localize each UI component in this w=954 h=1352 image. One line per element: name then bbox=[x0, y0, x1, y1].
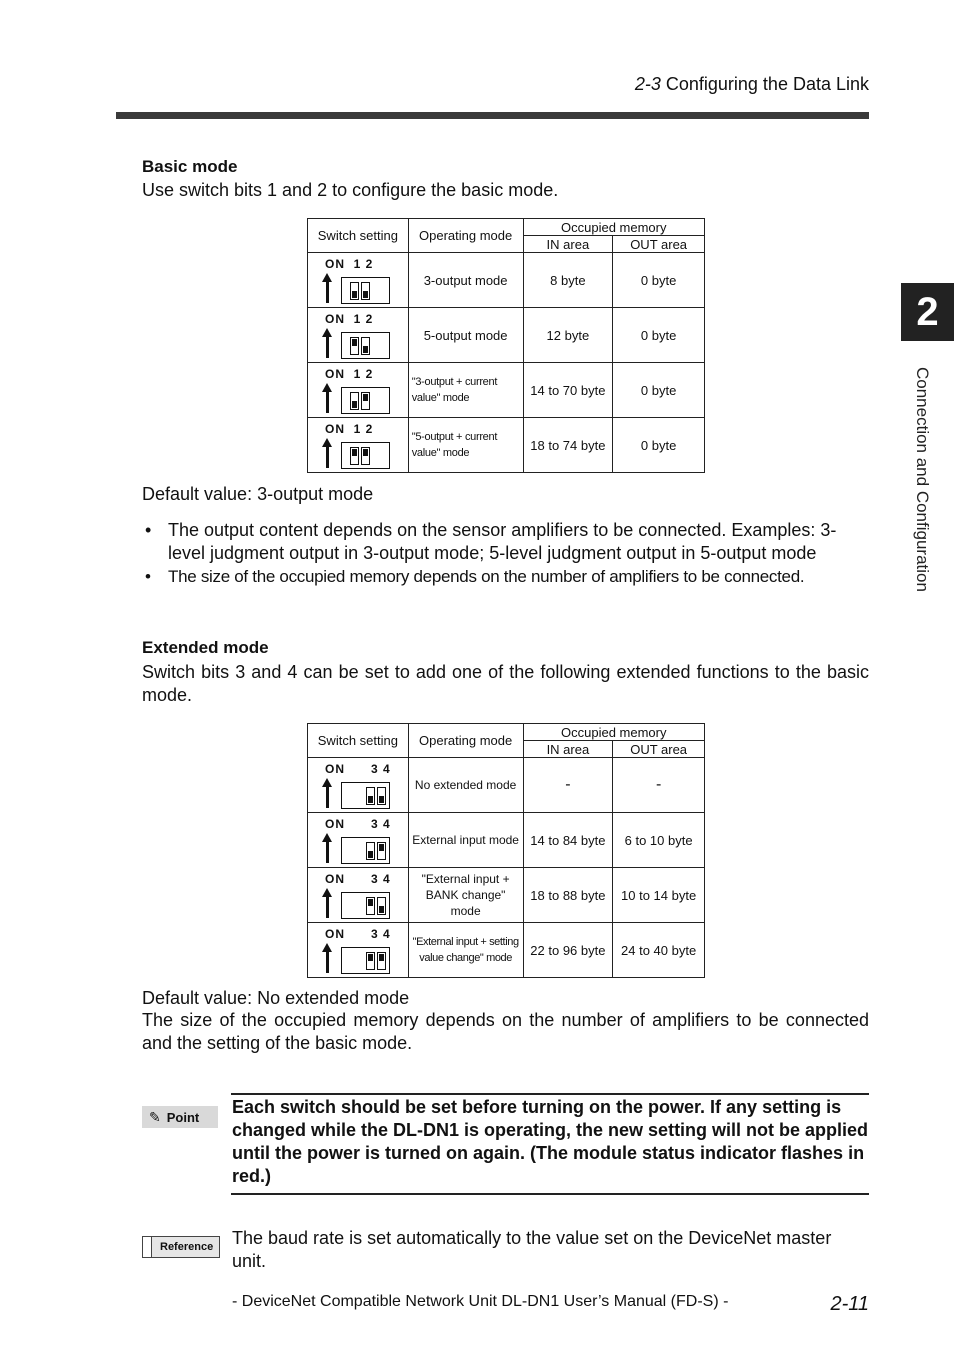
on-arrow-icon bbox=[326, 336, 329, 358]
reference-icon bbox=[143, 1237, 152, 1257]
switch-setting-cell bbox=[308, 418, 409, 473]
out-area-cell: 24 to 40 byte bbox=[613, 923, 705, 978]
table-row bbox=[308, 363, 705, 418]
in-area-cell: - bbox=[523, 758, 613, 813]
dip-lever bbox=[361, 392, 370, 410]
section-number: 2-3 bbox=[634, 74, 661, 94]
dip-lever bbox=[361, 282, 370, 300]
extended-mode-heading: Extended mode bbox=[142, 638, 269, 657]
col-header-mode: Operating mode bbox=[408, 724, 523, 758]
col-header-in: IN area bbox=[523, 236, 613, 253]
table-row bbox=[308, 923, 705, 978]
extended-mode-intro: Switch bits 3 and 4 can be set to add one of the following extended functions to the basic mode. bbox=[142, 662, 869, 705]
operating-mode-cell: 5-output mode bbox=[408, 308, 523, 363]
basic-mode-intro: Use switch bits 1 and 2 to configure the basic mode. bbox=[142, 180, 559, 200]
dip-lever bbox=[350, 282, 359, 300]
switch-setting-cell bbox=[308, 923, 409, 978]
col-header-occupied: Occupied memory bbox=[523, 724, 704, 741]
basic-default-value: Default value: 3-output mode bbox=[142, 484, 374, 504]
footer-manual-title: - DeviceNet Compatible Network Unit DL-DN1 User’s Manual (FD-S) - bbox=[232, 1293, 729, 1310]
dip-lever bbox=[350, 337, 359, 355]
on-arrow-icon bbox=[326, 951, 329, 973]
reference-text: The baud rate is set automatically to the value set on the DeviceNet master unit. bbox=[232, 1228, 832, 1271]
basic-table-body bbox=[308, 253, 705, 473]
dip-lever bbox=[377, 897, 386, 915]
header-rule bbox=[116, 112, 869, 119]
bullet-item: • The size of the occupied memory depends on the number of amplifiers to be connected. bbox=[142, 565, 869, 588]
extended-note: The size of the occupied memory depends on the number of amplifiers to be connected and the setting of the basic mode. bbox=[142, 1010, 869, 1053]
running-header bbox=[635, 74, 869, 95]
extended-table-body bbox=[308, 758, 705, 978]
basic-mode-heading: Basic mode bbox=[142, 157, 238, 176]
switch-label: ON 1 2 bbox=[325, 257, 374, 271]
out-area-cell: 0 byte bbox=[613, 363, 705, 418]
bullet-item: • The output content depends on the sensor amplifiers to be connected. Examples: 3-level judgment output in 3-output mode; 5-level judgment output in 5-output mode bbox=[142, 519, 869, 565]
on-arrow-icon bbox=[326, 786, 329, 808]
dip-lever bbox=[361, 337, 370, 355]
out-area-cell: 0 byte bbox=[613, 418, 705, 473]
switch-label: ON 1 2 bbox=[325, 422, 374, 436]
col-header-switch: Switch setting bbox=[308, 219, 409, 253]
chapter-title-vertical: Connection and Configuration bbox=[913, 367, 932, 592]
switch-label: ON 3 4 bbox=[325, 762, 391, 776]
table-row bbox=[308, 253, 705, 308]
col-header-mode: Operating mode bbox=[408, 219, 523, 253]
dip-switch-icon bbox=[341, 387, 390, 414]
table-row bbox=[308, 758, 705, 813]
out-area-cell: 10 to 14 byte bbox=[613, 868, 705, 923]
operating-mode-cell: "5-output + current value" mode bbox=[408, 418, 523, 473]
in-area-cell: 8 byte bbox=[523, 253, 613, 308]
switch-label: ON 3 4 bbox=[325, 817, 391, 831]
in-area-cell: 18 to 88 byte bbox=[523, 868, 613, 923]
table-row bbox=[308, 308, 705, 363]
dip-switch-icon bbox=[341, 277, 390, 304]
table-row bbox=[308, 868, 705, 923]
dip-switch-icon bbox=[341, 892, 390, 919]
dip-lever bbox=[350, 447, 359, 465]
extended-default-value: Default value: No extended mode bbox=[142, 988, 410, 1008]
point-rule-bottom bbox=[231, 1193, 869, 1195]
on-arrow-icon bbox=[326, 281, 329, 303]
dip-lever bbox=[366, 952, 375, 970]
col-header-out: OUT area bbox=[613, 741, 705, 758]
operating-mode-cell: No extended mode bbox=[408, 758, 523, 813]
out-area-cell: 6 to 10 byte bbox=[613, 813, 705, 868]
switch-setting-cell bbox=[308, 758, 409, 813]
on-arrow-icon bbox=[326, 446, 329, 468]
dip-switch-icon bbox=[341, 947, 390, 974]
dip-lever bbox=[377, 787, 386, 805]
table-row bbox=[308, 813, 705, 868]
pencil-icon: ✎ bbox=[149, 1108, 161, 1125]
in-area-cell: 18 to 74 byte bbox=[523, 418, 613, 473]
bullet-list bbox=[142, 519, 869, 588]
dip-lever bbox=[350, 392, 359, 410]
switch-setting-cell bbox=[308, 253, 409, 308]
col-header-switch: Switch setting bbox=[308, 724, 409, 758]
point-rule-top bbox=[231, 1093, 869, 1095]
dip-switch-icon bbox=[341, 332, 390, 359]
col-header-in: IN area bbox=[523, 741, 613, 758]
extended-mode-table bbox=[307, 723, 705, 978]
dip-lever bbox=[377, 952, 386, 970]
dip-lever bbox=[377, 842, 386, 860]
switch-label: ON 3 4 bbox=[325, 872, 391, 886]
operating-mode-cell: 3-output mode bbox=[408, 253, 523, 308]
switch-setting-cell bbox=[308, 868, 409, 923]
dip-lever bbox=[361, 447, 370, 465]
point-badge-label: Point bbox=[166, 1109, 200, 1125]
in-area-cell: 12 byte bbox=[523, 308, 613, 363]
operating-mode-cell: "3-output + current value" mode bbox=[408, 363, 523, 418]
col-header-out: OUT area bbox=[613, 236, 705, 253]
dip-lever bbox=[366, 897, 375, 915]
reference-badge bbox=[142, 1236, 220, 1258]
out-area-cell: - bbox=[613, 758, 705, 813]
operating-mode-cell: "External input + setting value change" mode bbox=[408, 923, 523, 978]
point-badge bbox=[142, 1106, 218, 1128]
basic-mode-table bbox=[307, 218, 705, 473]
out-area-cell: 0 byte bbox=[613, 253, 705, 308]
point-text: Each switch should be set before turning on the power. If any setting is changed while the DL-DN1 is operating, the new setting will not be applied until the power is turned on again. (The module status indicator flashes in red.) bbox=[232, 1097, 869, 1186]
table-row bbox=[308, 418, 705, 473]
dip-switch-icon bbox=[341, 837, 390, 864]
dip-lever bbox=[366, 842, 375, 860]
switch-setting-cell bbox=[308, 813, 409, 868]
page-number: 2-11 bbox=[830, 1293, 869, 1315]
reference-badge-label: Reference bbox=[160, 1241, 214, 1253]
section-title: Configuring the Data Link bbox=[665, 74, 869, 94]
switch-label: ON 1 2 bbox=[325, 367, 374, 381]
operating-mode-cell: "External input + BANK change" mode bbox=[408, 868, 523, 923]
on-arrow-icon bbox=[326, 391, 329, 413]
switch-label: ON 3 4 bbox=[325, 927, 391, 941]
switch-setting-cell bbox=[308, 363, 409, 418]
on-arrow-icon bbox=[326, 896, 329, 918]
dip-switch-icon bbox=[341, 442, 390, 469]
operating-mode-cell: External input mode bbox=[408, 813, 523, 868]
switch-setting-cell bbox=[308, 308, 409, 363]
dip-lever bbox=[366, 787, 375, 805]
chapter-tab: 2 bbox=[901, 283, 954, 341]
out-area-cell: 0 byte bbox=[613, 308, 705, 363]
on-arrow-icon bbox=[326, 841, 329, 863]
in-area-cell: 14 to 84 byte bbox=[523, 813, 613, 868]
col-header-occupied: Occupied memory bbox=[523, 219, 705, 236]
in-area-cell: 22 to 96 byte bbox=[523, 923, 613, 978]
in-area-cell: 14 to 70 byte bbox=[523, 363, 613, 418]
dip-switch-icon bbox=[341, 782, 390, 809]
switch-label: ON 1 2 bbox=[325, 312, 374, 326]
